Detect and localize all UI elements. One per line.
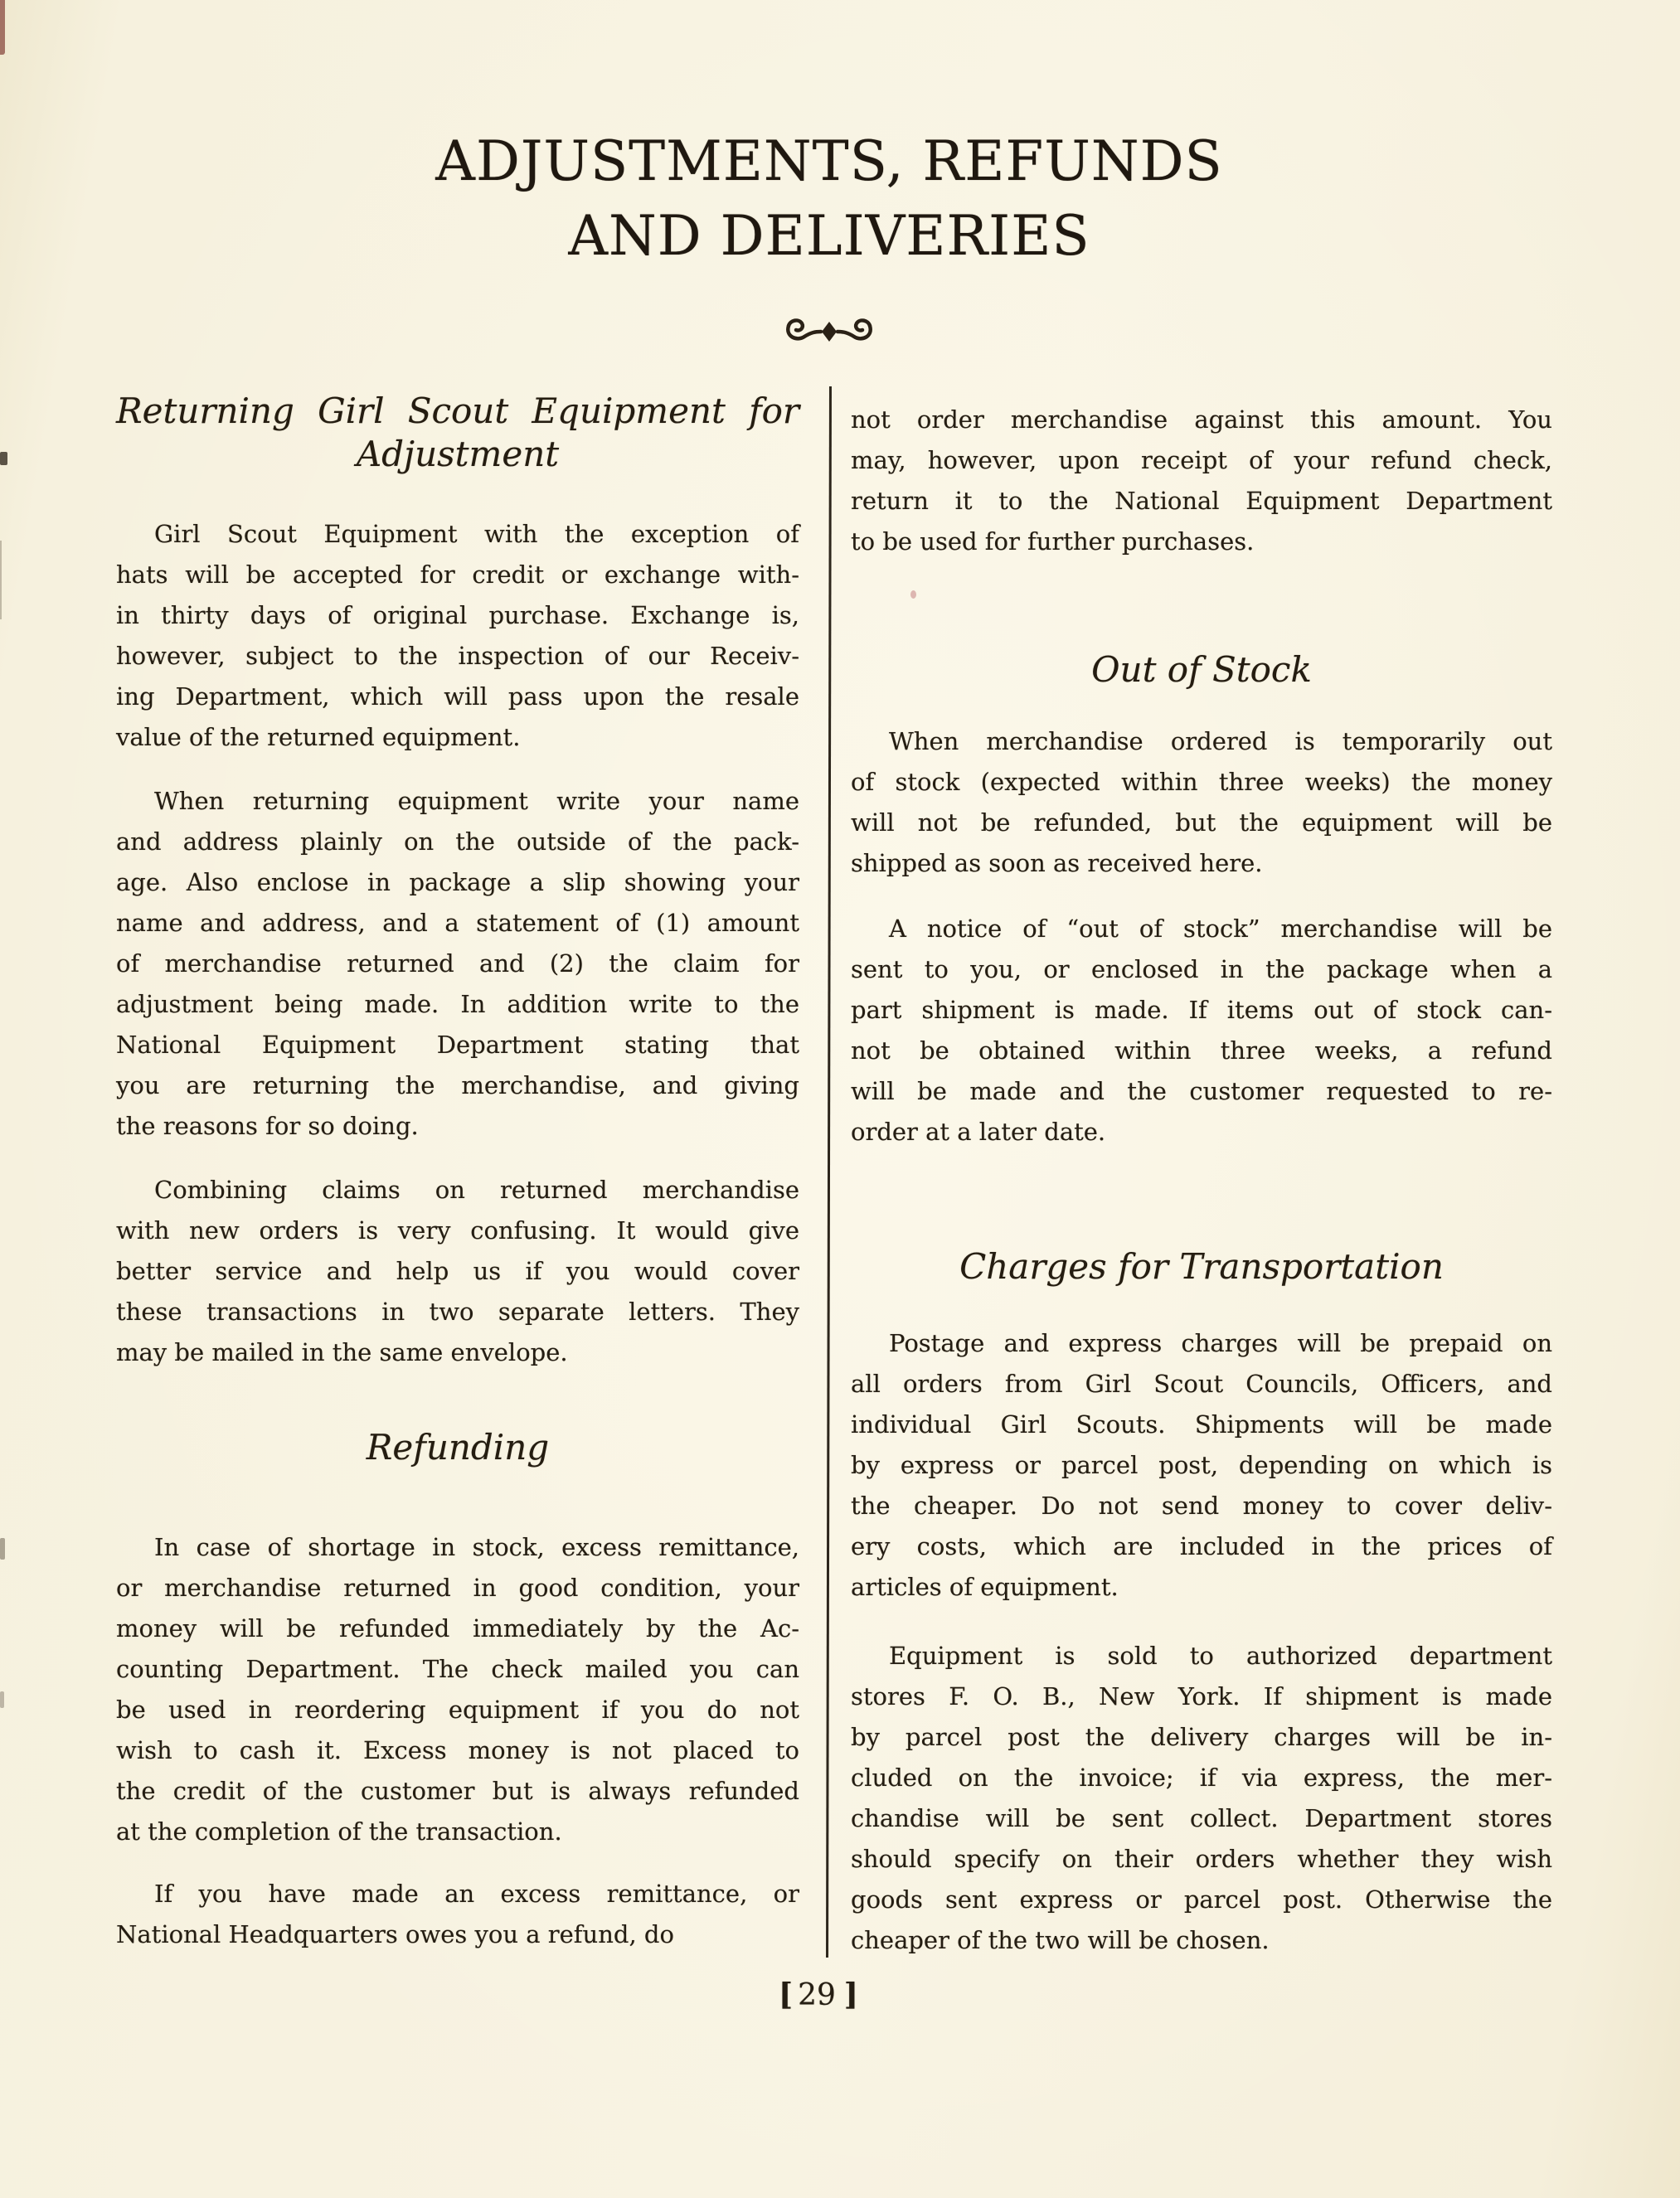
paragraph-out-of-stock-2: A notice of “out of stock” merchandise will be sent to you, or enclosed in the package when a part shipment is made. If items out of stock can- not be obtained within three weeks, a refund will be made and the customer requested to re- order at a later date. (851, 915, 1552, 1146)
paragraph-refunding-2: If you have made an excess remittance, or National Headquarters owes you a refund, do (116, 1880, 799, 1948)
page-number-open-bracket: [ (779, 1977, 790, 2012)
scan-artifact-mark-2 (0, 1691, 4, 1708)
paragraph-charges-1: Postage and express charges will be prepaid on all orders from Girl Scout Councils, Officers, and individual Girl Scouts. Shipments will be made by express or parcel post, depending on which is the cheaper. Do not send money to cover deliv- ery costs, which are included in the prices of articles of equipment. (851, 1329, 1552, 1601)
scan-artifact-hairline (0, 541, 2, 619)
paragraph-refunding-1: In case of shortage in stock, excess remittance, or merchandise returned in good condition, your money will be refunded immediately by the Ac- counting Department. The check mailed you can be used in reordering equipment if you do not wish to cash it. Excess money is not placed to the credit of the customer but is always refunded at the completion of the transaction. (116, 1533, 799, 1846)
paragraph-out-of-stock-1: When merchandise ordered is temporarily out of stock (expected within three weeks) the money will not be refunded, but the equipment will be shipped as soon as received here. (851, 727, 1552, 877)
page-number-close-bracket: ] (843, 1977, 855, 2012)
scan-artifact-corner (0, 0, 5, 55)
paragraph-returning-1: Girl Scout Equipment with the exception of hats will be accepted for credit or exchange with- in thirty days of original purchase. Exchange is, however, subject to the inspection of our Receiv- ing Department, which will pass upon the resale value of the returned equipment. (116, 520, 799, 751)
scan-artifact-mark-1 (0, 1538, 5, 1560)
paragraph-refunding-continued: not order merchandise against this amount. You may, however, upon receipt of your refund check, return it to the National Equipment Department to be used for further purchases. (851, 405, 1552, 556)
fleuron-ornament-icon (784, 313, 875, 352)
section-heading-charges: Charges for Transportation (959, 1246, 1444, 1287)
page-title-line1: ADJUSTMENTS, REFUNDS (435, 129, 1223, 193)
page-title-line2: AND DELIVERIES (568, 204, 1090, 268)
left-column (116, 390, 799, 1955)
section-heading-refunding: Refunding (366, 1427, 550, 1468)
section-heading-out-of-stock: Out of Stock (1091, 649, 1312, 690)
right-column (851, 390, 1552, 1961)
column-divider-rule (826, 386, 832, 1958)
section-heading-returning: Returning Girl Scout Equipment for Adjustment (116, 391, 799, 474)
page-title (0, 124, 1658, 274)
page-number-value: 29 (798, 1978, 836, 2012)
paragraph-charges-2: Equipment is sold to authorized department stores F. O. B., New York. If shipment is made by parcel post the delivery charges will be in- cluded on the invoice; if via express, the mer- chandise will be sent collect. Department stores should specify on their orders whether they wish goods sent express or parcel post. Otherwise the cheaper of the two will be chosen. (851, 1642, 1552, 1954)
page-number (0, 1977, 1657, 2012)
paragraph-returning-2: When returning equipment write your name and address plainly on the outside of the pack- age. Also enclose in package a slip showing your name and address, and a statement of (1) amount of merchandise returned and (2) the claim for adjustment being made. In addition write to the National Equipment Department stating that you are returning the merchandise, and giving the reasons for so doing. (116, 787, 799, 1140)
paragraph-returning-3: Combining claims on returned merchandise with new orders is very confusing. It would give better service and help us if you would cover these transactions in two separate letters. They may be mailed in the same envelope. (116, 1176, 799, 1366)
fleuron-ornament (0, 313, 1658, 355)
scan-artifact-dash (0, 452, 7, 465)
